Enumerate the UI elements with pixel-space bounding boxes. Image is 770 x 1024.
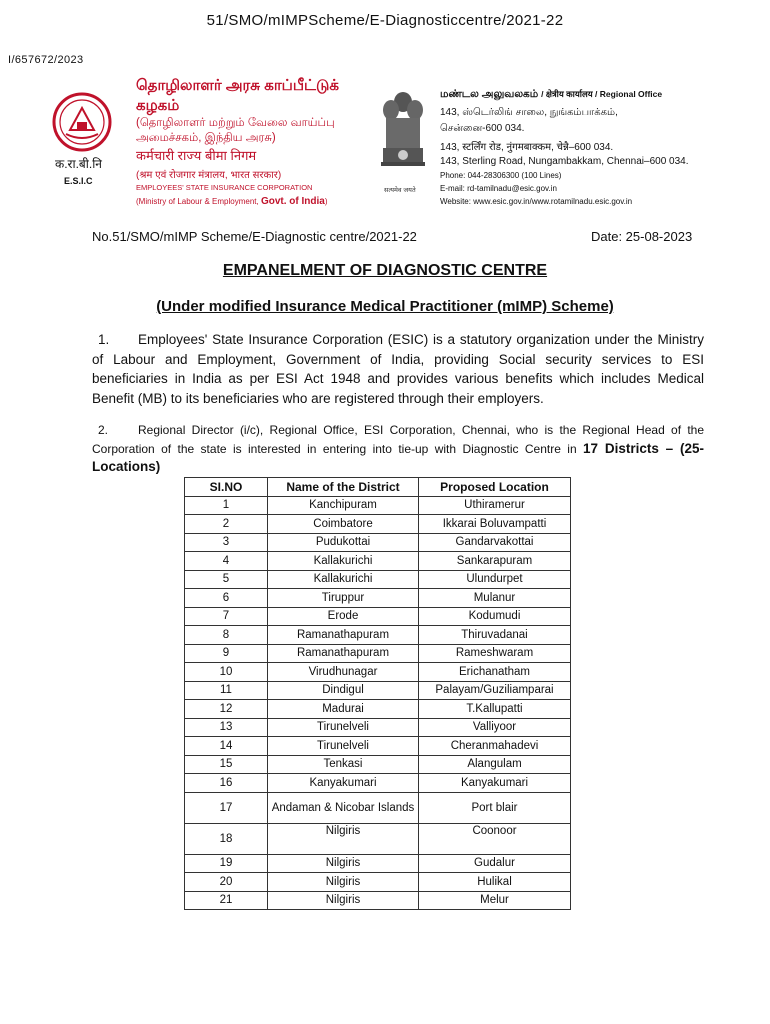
document-subtitle: (Under modified Insurance Medical Practitioner (mIMP) Scheme) <box>156 298 614 315</box>
email: E-mail: rd-tamilnadu@esic.gov.in <box>440 184 557 193</box>
cell-location: Gudalur <box>419 854 571 873</box>
cell-sino: 4 <box>185 552 268 571</box>
national-emblem-icon <box>378 88 428 178</box>
cell-district: Kanyakumari <box>268 774 419 793</box>
cell-location: Ikkarai Boluvampatti <box>419 515 571 534</box>
cell-sino: 16 <box>185 774 268 793</box>
org-ministry-tamil: (தொழிலாளர் மற்றும் வேலை வாய்ப்பு அமைச்சகம், இந்திய அரசு) <box>136 117 335 144</box>
cell-location: T.Kallupatti <box>419 700 571 719</box>
address-hindi: 143, स्टर्लिंग रोड, नुंगमबाक्कम, चेन्नै–600 034. <box>440 142 614 153</box>
cell-district: Tiruppur <box>268 589 419 608</box>
table-row <box>185 607 571 626</box>
cell-sino: 1 <box>185 496 268 515</box>
cell-district: Pudukottai <box>268 533 419 552</box>
cell-location: Cheranmahadevi <box>419 737 571 756</box>
cell-district: Nilgiris <box>268 873 419 892</box>
letter-reference-number: No.51/SMO/mIMP Scheme/E-Diagnostic centre/2021-22 <box>92 229 417 244</box>
cell-sino: 7 <box>185 607 268 626</box>
document-header-reference: 51/SMO/mIMPScheme/E-Diagnosticcentre/2021-22 <box>206 12 564 29</box>
districts-table <box>184 477 571 910</box>
cell-location: Uthiramerur <box>419 496 571 515</box>
table-row <box>185 774 571 793</box>
cell-district: Nilgiris <box>268 823 419 854</box>
table-row <box>185 589 571 608</box>
cell-location: Ulundurpet <box>419 570 571 589</box>
cell-sino: 8 <box>185 626 268 645</box>
ministry-close: ) <box>324 197 328 206</box>
logo-hindi-abbreviation: क.रा.बी.नि <box>55 157 102 171</box>
org-name-hindi: कर्मचारी राज्य बीमा निगम <box>136 148 257 163</box>
table-row <box>185 663 571 682</box>
cell-location: Mulanur <box>419 589 571 608</box>
table-row <box>185 700 571 719</box>
address-tamil-line-1: 143, ஸ்டெர்லிங் சாலை, நுங்கம்பாக்கம், <box>440 107 618 118</box>
cell-sino: 18 <box>185 823 268 854</box>
cell-sino: 20 <box>185 873 268 892</box>
cell-district: Tenkasi <box>268 755 419 774</box>
cell-location: Rameshwaram <box>419 644 571 663</box>
cell-location: Hulikal <box>419 873 571 892</box>
cell-district: Tirunelveli <box>268 718 419 737</box>
cell-sino: 15 <box>185 755 268 774</box>
table-row <box>185 891 571 910</box>
logo-english-abbreviation: E.S.I.C <box>64 176 93 186</box>
cell-location: Sankarapuram <box>419 552 571 571</box>
cell-district: Erode <box>268 607 419 626</box>
table-row <box>185 737 571 756</box>
cell-location: Valliyoor <box>419 718 571 737</box>
cell-sino: 9 <box>185 644 268 663</box>
cell-sino: 5 <box>185 570 268 589</box>
table-row <box>185 681 571 700</box>
address-english: 143, Sterling Road, Nungambakkam, Chennai–600 034. <box>440 156 689 167</box>
table-row <box>185 515 571 534</box>
emblem-motto: सत्यमेव जयते <box>384 187 416 194</box>
cell-sino: 19 <box>185 854 268 873</box>
cell-district: Nilgiris <box>268 854 419 873</box>
header-location: Proposed Location <box>419 478 571 497</box>
cell-sino: 12 <box>185 700 268 719</box>
cell-sino: 3 <box>185 533 268 552</box>
cell-location: Thiruvadanai <box>419 626 571 645</box>
cell-location: Kodumudi <box>419 607 571 626</box>
govt-of-india: Govt. of India <box>260 196 325 207</box>
table-row <box>185 552 571 571</box>
cell-district: Madurai <box>268 700 419 719</box>
org-name-tamil: தொழிலாளர் அரசு காப்பீட்டுக் கழகம் <box>136 77 339 114</box>
cell-sino: 6 <box>185 589 268 608</box>
regional-office-suffix: / क्षेत्रीय कार्यालय / Regional Office <box>541 89 663 99</box>
header-sino: SI.NO <box>185 478 268 497</box>
table-header-row <box>185 478 571 497</box>
paragraph-2 <box>92 421 704 477</box>
document-title: EMPANELMENT OF DIAGNOSTIC CENTRE <box>222 262 548 279</box>
phone: Phone: 044-28306300 (100 Lines) <box>440 171 562 180</box>
table-row <box>185 496 571 515</box>
cell-sino: 14 <box>185 737 268 756</box>
table-row <box>185 755 571 774</box>
cell-location: Melur <box>419 891 571 910</box>
table-row <box>185 873 571 892</box>
document-id: I/657672/2023 <box>8 54 84 66</box>
cell-district: Ramanathapuram <box>268 626 419 645</box>
cell-district: Dindigul <box>268 681 419 700</box>
cell-district: Kallakurichi <box>268 552 419 571</box>
cell-location: Palayam/Guziliamparai <box>419 681 571 700</box>
cell-district: Tirunelveli <box>268 737 419 756</box>
cell-district: Kanchipuram <box>268 496 419 515</box>
table-row <box>185 533 571 552</box>
cell-district: Nilgiris <box>268 891 419 910</box>
paragraph-2-bold: 17 Districts – (25-Locations) <box>92 440 704 474</box>
cell-location: Kanyakumari <box>419 774 571 793</box>
table-row <box>185 644 571 663</box>
cell-location: Alangulam <box>419 755 571 774</box>
org-name-english: EMPLOYEES' STATE INSURANCE CORPORATION <box>136 183 313 192</box>
website: Website: www.esic.gov.in/www.rotamilnadu.esic.gov.in <box>440 197 633 206</box>
cell-sino: 13 <box>185 718 268 737</box>
esic-logo-icon <box>52 92 112 152</box>
cell-district: Coimbatore <box>268 515 419 534</box>
letter-date: Date: 25-08-2023 <box>591 229 693 244</box>
table-row <box>185 626 571 645</box>
cell-sino: 21 <box>185 891 268 910</box>
table-row <box>185 854 571 873</box>
header-district: Name of the District <box>268 478 419 497</box>
paragraph-1 <box>92 330 704 408</box>
paragraph-2-number: 2. <box>98 423 109 437</box>
cell-sino: 17 <box>185 792 268 823</box>
cell-district: Virudhunagar <box>268 663 419 682</box>
table-row <box>185 570 571 589</box>
regional-office-title <box>440 88 662 101</box>
cell-sino: 10 <box>185 663 268 682</box>
paragraph-1-number: 1. <box>98 332 110 347</box>
cell-district: Ramanathapuram <box>268 644 419 663</box>
address-tamil-line-2: சென்னை-600 034. <box>440 123 525 134</box>
table-row <box>185 718 571 737</box>
cell-location: Port blair <box>419 792 571 823</box>
ministry-text: (Ministry of Labour & Employment, <box>136 197 259 206</box>
cell-district: Andaman & Nicobar Islands <box>268 792 419 823</box>
org-ministry-english <box>136 196 328 207</box>
regional-office-tamil: மண்டல அலுவலகம் <box>440 88 539 100</box>
org-ministry-hindi: (श्रम एवं रोजगार मंत्रालय, भारत सरकार) <box>136 170 282 181</box>
cell-location: Gandarvakottai <box>419 533 571 552</box>
cell-sino: 11 <box>185 681 268 700</box>
cell-sino: 2 <box>185 515 268 534</box>
cell-location: Coonoor <box>419 823 571 854</box>
table-row <box>185 823 571 854</box>
paragraph-2-text: Regional Director (i/c), Regional Office, ESI Corporation, Chennai, who is the Regional Head of the Corporation of the state is interested in entering into tie-up with Diagnostic Centre in <box>92 423 704 456</box>
cell-district: Kallakurichi <box>268 570 419 589</box>
table-row <box>185 792 571 823</box>
paragraph-1-text: Employees' State Insurance Corporation (ESIC) is a statutory organization under the Ministry of Labour and Employment, Government of India, providing Social security services to ESI beneficiaries in India as per ESI Act 1948 and provides various benefits which includes Medical Benefit (MB) to its beneficiaries who are registered through their employers. <box>92 332 704 406</box>
cell-location: Erichanatham <box>419 663 571 682</box>
